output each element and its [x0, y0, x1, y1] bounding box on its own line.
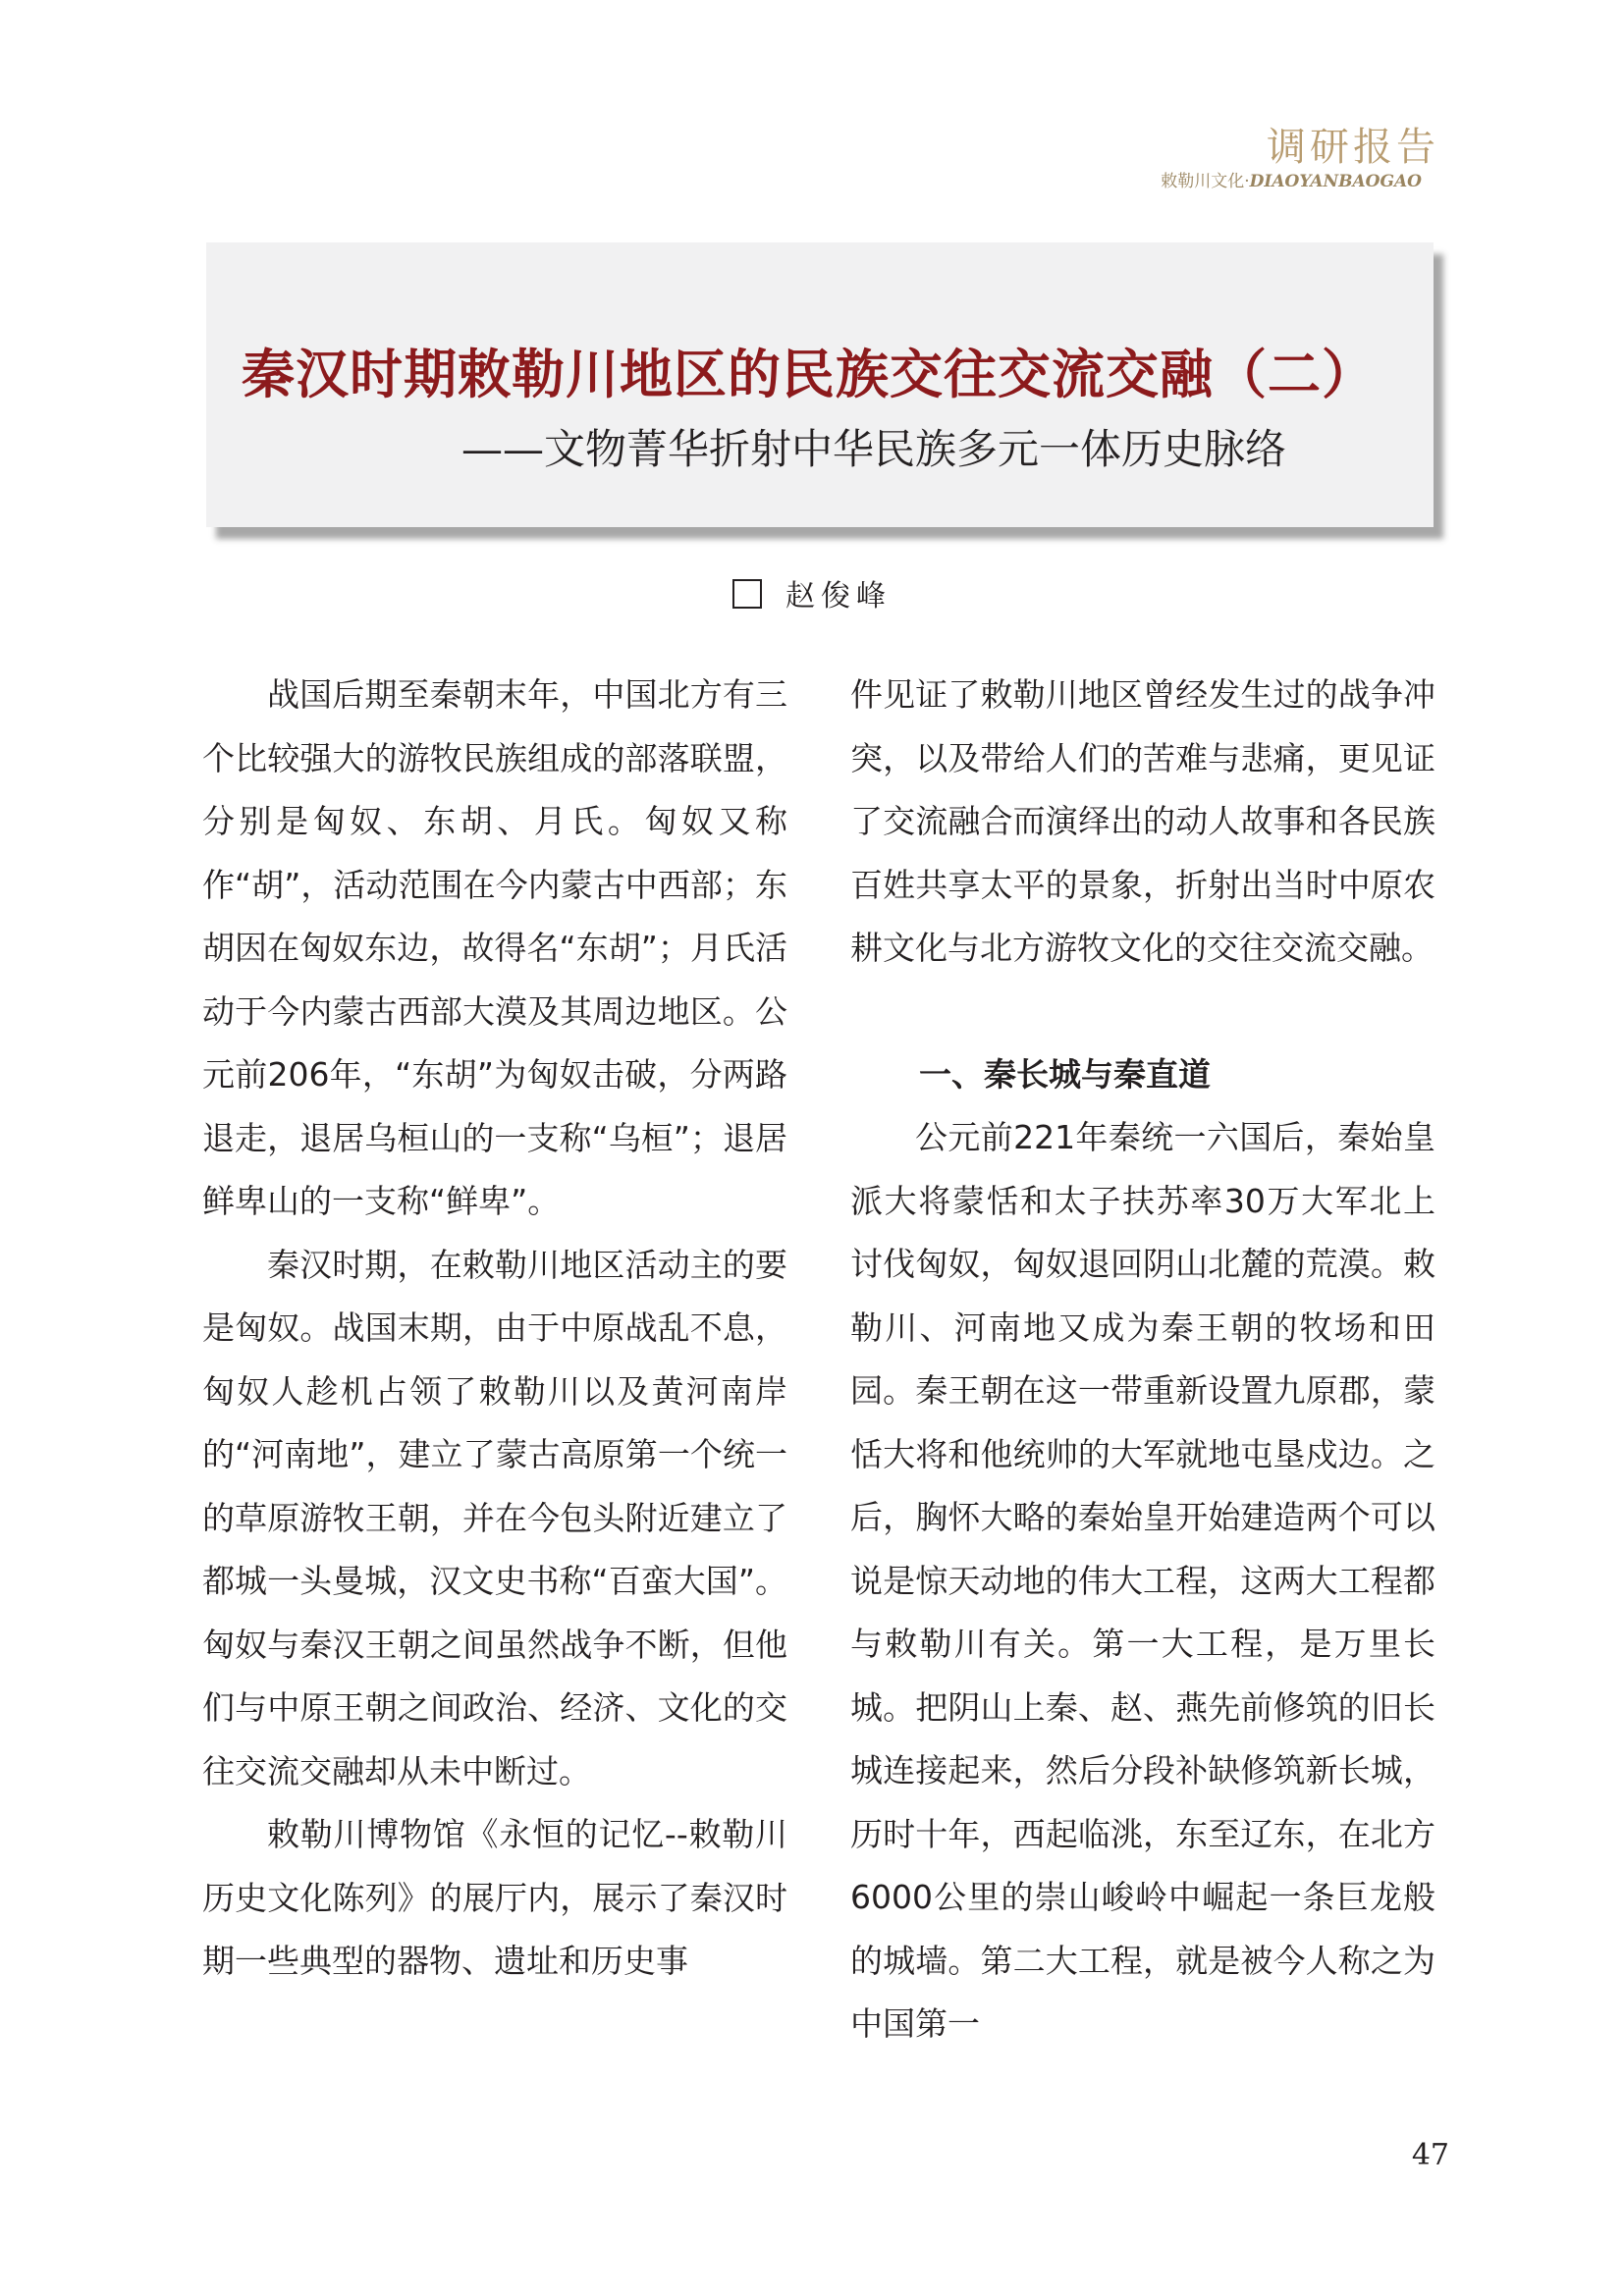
- paragraph: 敕勒川博物馆《永恒的记忆--敕勒川历史文化陈列》的展厅内，展示了秦汉时期一些典型的器物、遗址和历史事: [202, 1815, 787, 1980]
- byline: [0, 571, 1624, 614]
- section-title: 调研报告: [1267, 125, 1439, 170]
- paragraph: 公元前221年秦统一六国后，秦始皇派大将蒙恬和太子扶苏率30万大军北上讨伐匈奴，匈奴退回阴山北麓的荒漠。敕勒川、河南地又成为秦王朝的牧场和田园。秦王朝在这一带重新设置九原郡，蒙恬大将和他统帅的大军就地屯垦戍边。之后，胸怀大略的秦始皇开始建造两个可以说是惊天动地的伟大工程，这两大工程都与敕勒川有关。第一大工程，是万里长城。把阴山上秦、赵、燕先前修筑的旧长城连接起来，然后分段补缺修筑新长城，历时十年，西起临洮，东至辽东，在北方6000公里的崇山峻岭中崛起一条巨龙般的城墙。第二大工程，就是被今人称之为中国第一: [850, 1118, 1435, 2043]
- right-column: [850, 664, 1435, 2056]
- page-number: 47: [1411, 2138, 1449, 2172]
- article-subtitle: ——文物菁华折射中华民族多元一体历史脉络: [460, 425, 1286, 473]
- title-panel: [206, 242, 1434, 527]
- section-subtitle-latin: DIAOYANBAOGAO: [1249, 172, 1422, 191]
- section-subtitle: [1161, 167, 1422, 191]
- paragraph: 战国后期至秦朝末年，中国北方有三个比较强大的游牧民族组成的部落联盟，分别是匈奴、东胡、月氏。匈奴又称作“胡”，活动范围在今内蒙古中西部；东胡因在匈奴东边，故得名“东胡”；月氏活动于今内蒙古西部大漠及其周边地区。公元前206年，“东胡”为匈奴击破，分两路退走，退居乌桓山的一支称“乌桓”；退居鲜卑山的一支称“鲜卑”。: [202, 675, 787, 1220]
- author-name: 赵俊峰: [785, 579, 892, 614]
- section-subtitle-cn: 敕勒川文化·: [1161, 172, 1250, 191]
- paragraph-continued: 件见证了敕勒川地区曾经发生过的战争冲突，以及带给人们的苦难与悲痛，更见证了交流融合而演绎出的动人故事和各民族百姓共享太平的景象，折射出当时中原农耕文化与北方游牧文化的交往交流交融。: [850, 675, 1435, 967]
- article-title: 秦汉时期敕勒川地区的民族交往交流交融（二）: [242, 344, 1376, 405]
- section-heading: 一、秦长城与秦直道: [919, 1054, 1211, 1094]
- square-icon: [732, 579, 762, 609]
- left-column: [202, 664, 787, 1994]
- paragraph: 秦汉时期，在敕勒川地区活动主的要是匈奴。战国末期，由于中原战乱不息，匈奴人趁机占领了敕勒川以及黄河南岸的“河南地”，建立了蒙古高原第一个统一的草原游牧王朝，并在今包头附近建立了都城一头曼城，汉文史书称“百蛮大国”。匈奴与秦汉王朝之间虽然战争不断，但他们与中原王朝之间政治、经济、文化的交往交流交融却从未中断过。: [202, 1245, 787, 1790]
